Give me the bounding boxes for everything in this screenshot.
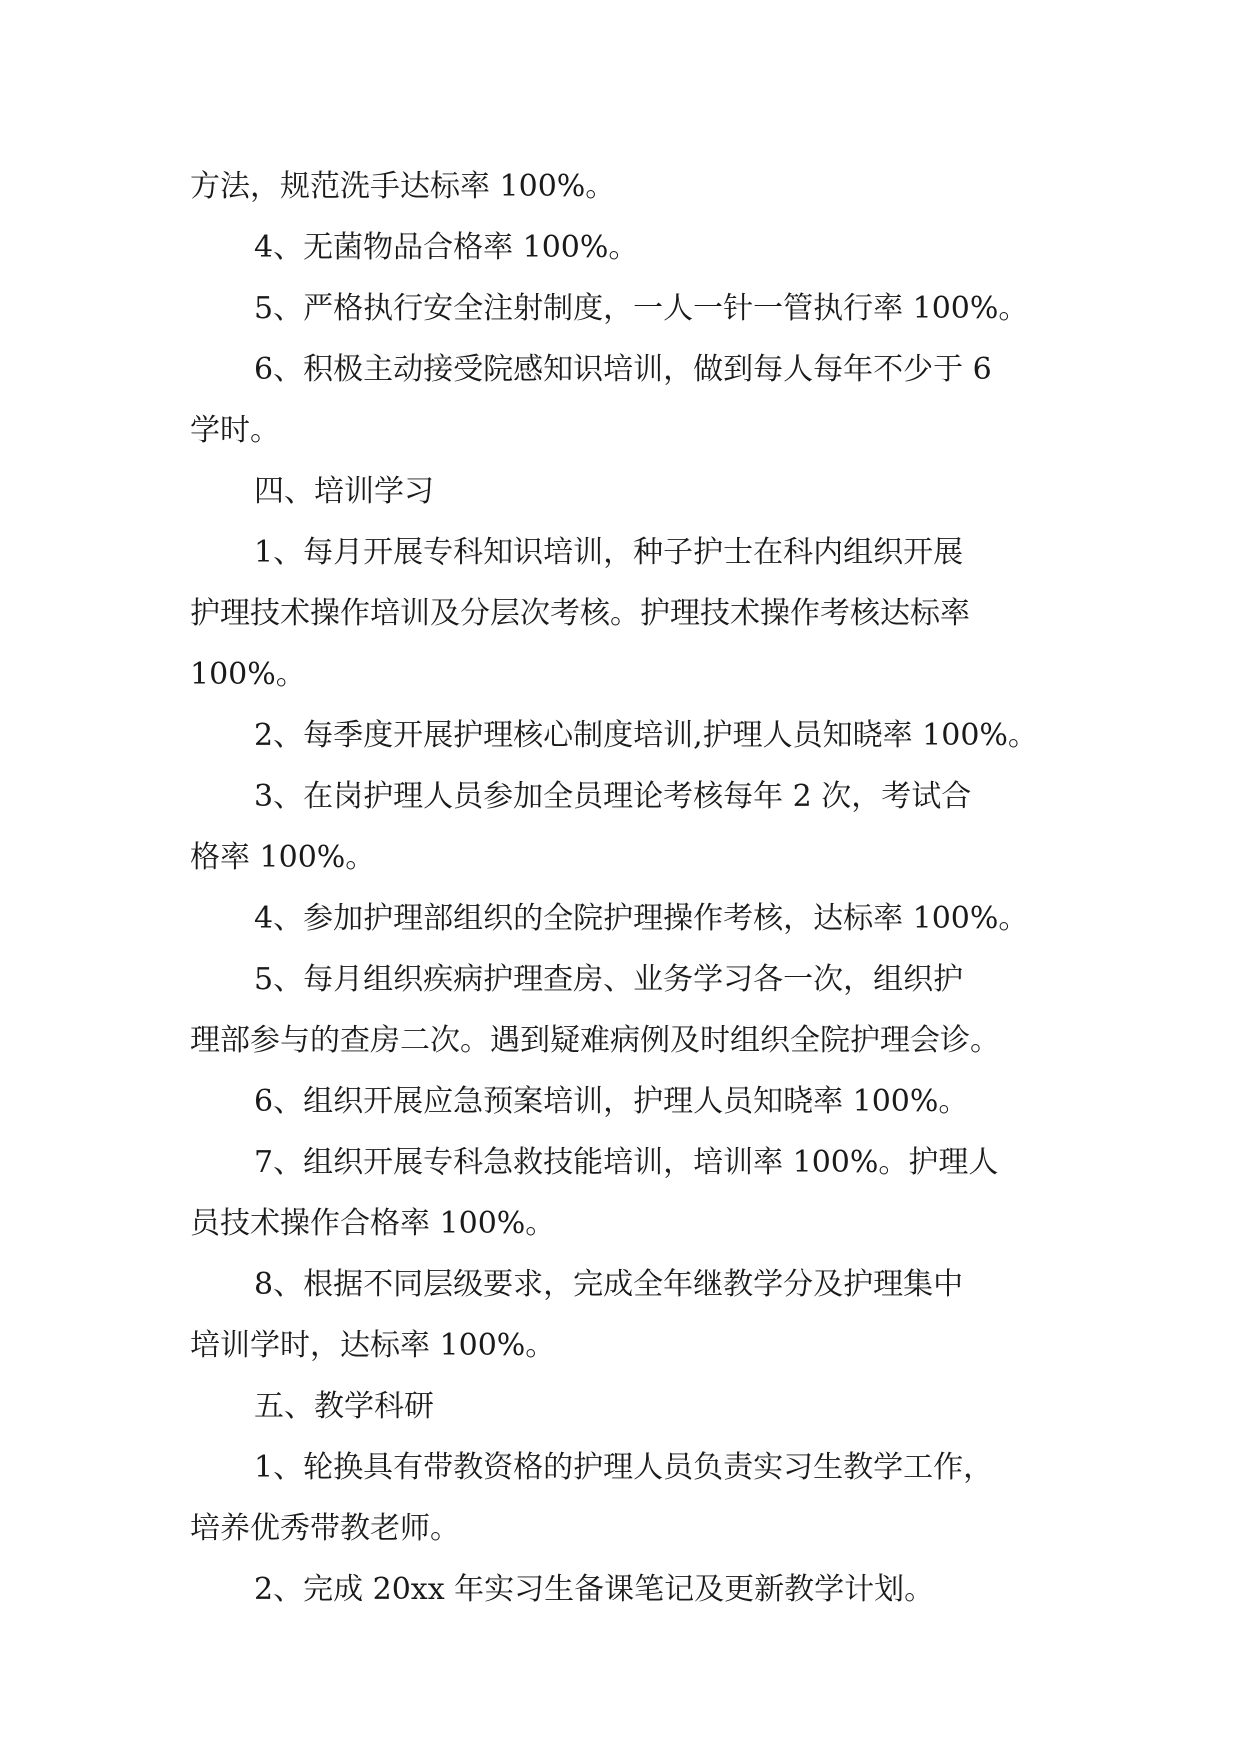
text-line: 1、轮换具有带教资格的护理人员负责实习生教学工作， [254,1450,994,1485]
text-line: 培养优秀带教老师。 [190,1511,460,1546]
text-line: 100%。 [190,657,306,692]
text-line: 护理技术操作培训及分层次考核。护理技术操作考核达标率 [190,596,970,631]
text-line: 理部参与的查房二次。遇到疑难病例及时组织全院护理会诊。 [190,1023,1000,1058]
text-line: 1、每月开展专科知识培训，种子护士在科内组织开展 [254,535,964,570]
text-line: 2、完成 20xx 年实习生备课笔记及更新教学计划。 [254,1572,935,1607]
text-line: 7、组织开展专科急救技能培训，培训率 100%。护理人 [254,1145,999,1180]
document-body [190,156,1050,1620]
text-line: 6、组织开展应急预案培训，护理人员知晓率 100%。 [254,1084,969,1119]
text-line: 培训学时，达标率 100%。 [190,1328,556,1363]
text-line: 方法，规范洗手达标率 100%。 [190,169,616,204]
text-line: 3、在岗护理人员参加全员理论考核每年 2 次，考试合 [254,779,972,814]
section-heading: 五、教学科研 [254,1389,434,1424]
text-line: 格率 100%。 [190,840,376,875]
text-line: 5、每月组织疾病护理查房、业务学习各一次，组织护 [254,962,964,997]
text-line: 8、根据不同层级要求，完成全年继教学分及护理集中 [254,1267,964,1302]
text-line: 员技术操作合格率 100%。 [190,1206,556,1241]
text-line: 5、严格执行安全注射制度，一人一针一管执行率 100%。 [254,291,1029,326]
text-line: 6、积极主动接受院感知识培训，做到每人每年不少于 6 [254,352,992,387]
text-line: 4、无菌物品合格率 100%。 [254,230,639,265]
text-line: 学时。 [190,413,280,448]
text-line: 4、参加护理部组织的全院护理操作考核，达标率 100%。 [254,901,1029,936]
text-line: 2、每季度开展护理核心制度培训,护理人员知晓率 100%。 [254,718,1038,753]
section-heading: 四、培训学习 [254,474,434,509]
